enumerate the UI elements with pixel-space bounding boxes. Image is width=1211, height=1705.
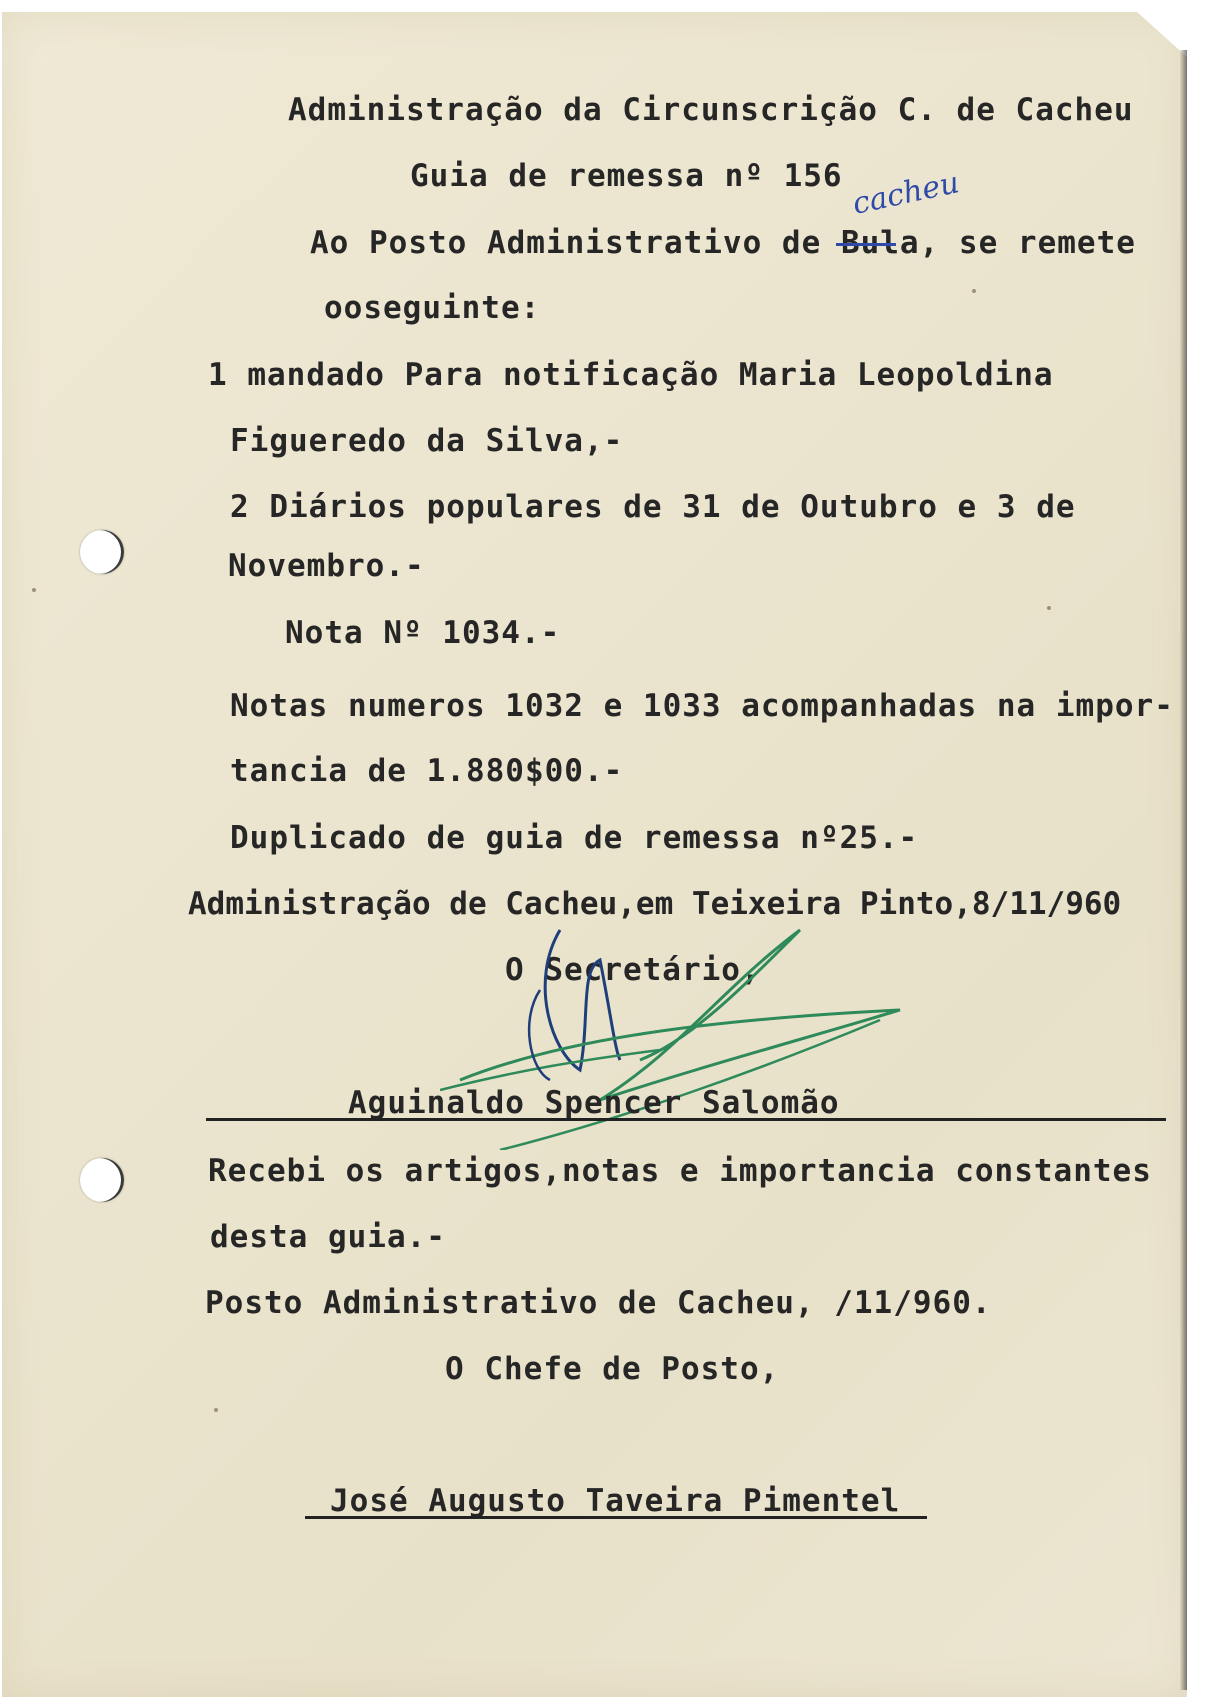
header-line-2: Guia de remessa nº 156 — [410, 158, 843, 194]
intro-line-1 — [310, 225, 1136, 261]
item-4-line-2: tancia de 1.880$00.- — [230, 753, 624, 789]
paper-speck — [32, 588, 36, 592]
item-1-line-1: 1 mandado Para notificação Maria Leopoldina — [208, 357, 1054, 393]
place-and-date: Administração de Cacheu,em Teixeira Pinto,8/11/960 — [188, 886, 1122, 922]
secretary-title: O Secretário, — [505, 952, 761, 988]
item-1-line-2: Figueredo da Silva,- — [230, 423, 624, 459]
secretary-signature-line — [206, 1118, 1166, 1121]
item-2-line-2: Novembro.- — [228, 548, 425, 584]
item-4-line-1: Notas numeros 1032 e 1033 acompanhadas na impor- — [230, 688, 1174, 724]
receipt-line-2: desta guia.- — [210, 1219, 446, 1255]
paper-speck — [214, 1408, 218, 1412]
item-3: Nota Nº 1034.- — [285, 615, 561, 651]
punch-hole-top — [80, 530, 124, 574]
punch-hole-bottom — [80, 1158, 124, 1202]
paper-speck — [1047, 606, 1051, 610]
chief-name: José Augusto Taveira Pimentel — [330, 1483, 901, 1519]
receipt-place-date: Posto Administrativo de Cacheu, /11/960. — [205, 1285, 992, 1321]
item-5: Duplicado de guia de remessa nº25.- — [230, 820, 919, 856]
receipt-line-1: Recebi os artigos,notas e importancia constantes — [208, 1153, 1152, 1189]
header-line-1: Administração da Circunscrição C. de Cacheu — [288, 92, 1134, 128]
handwritten-correction: cacheu — [849, 165, 963, 222]
intro-suffix: , se remete — [919, 225, 1136, 261]
signature-stroke — [460, 930, 900, 1100]
paper-speck — [972, 289, 976, 293]
strike-through-mark — [836, 243, 896, 246]
item-2-line-1: 2 Diários populares de 31 de Outubro e 3 de — [230, 489, 1076, 525]
intro-struck-word: Bula — [840, 225, 920, 261]
intro-prefix: Ao Posto Administrativo de — [310, 225, 822, 261]
chief-signature-line — [305, 1516, 927, 1519]
chief-title: O Chefe de Posto, — [445, 1351, 780, 1387]
secretary-name: Aguinaldo Spencer Salomão — [348, 1085, 840, 1121]
paper-edge-shadow — [1180, 50, 1187, 1690]
intro-line-2: ooseguinte: — [324, 290, 541, 326]
